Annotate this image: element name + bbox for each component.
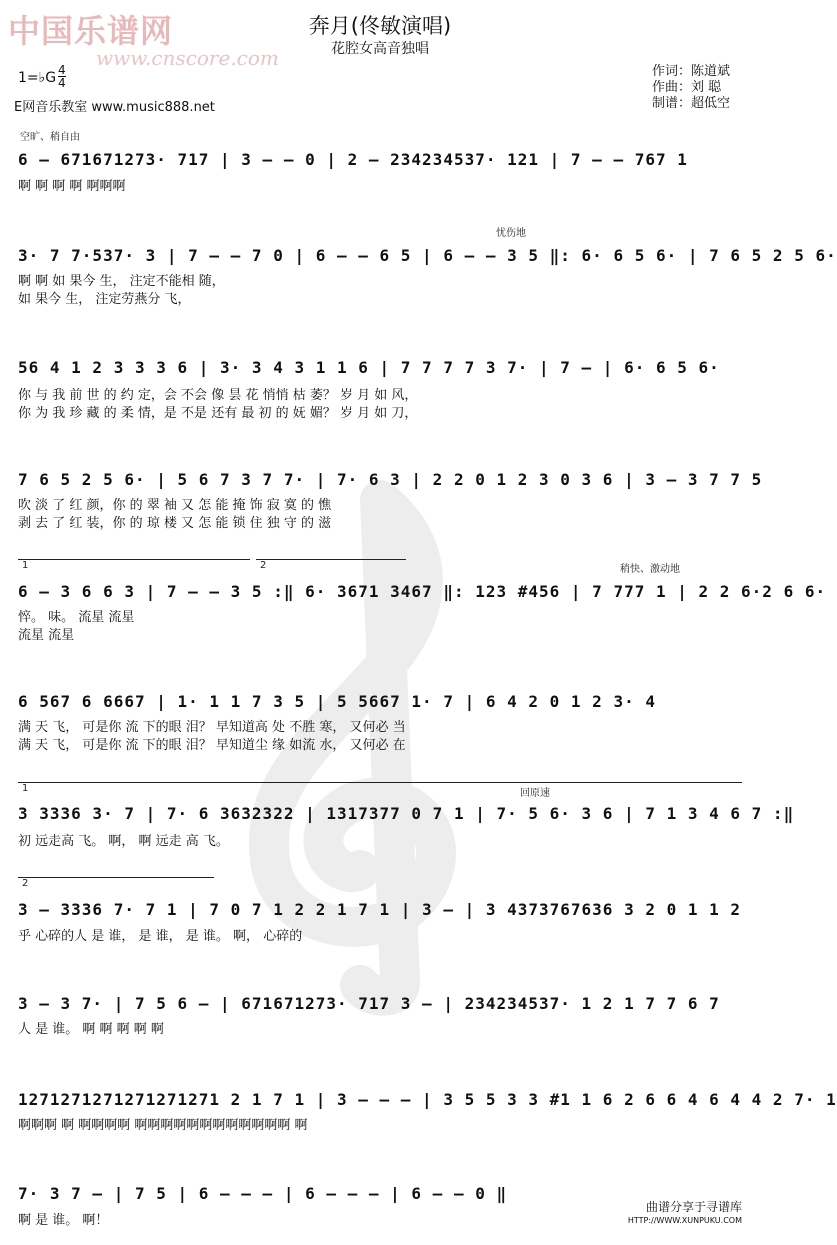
lyric-line: 啊 是 谁。 啊！ — [18, 1213, 109, 1228]
mood-marking: 忧伤地 — [496, 228, 526, 239]
credit-lyricist: 作词：陈道斌 — [652, 64, 731, 79]
lyric-line: 满 天 飞， 可是你 流 下的眼 泪？ 早知道尘 缘 如流 水， 又何必 在 — [18, 738, 406, 753]
tempo-marking: 空旷、稍自由 — [20, 132, 80, 143]
tempo-marking-3: 回原速 — [520, 788, 550, 799]
notation-line: 6 567 6 6667 | 1· 1 1 7 3 5 | 5 5667 1· 7 | 6 4 2 0 1 2 3· 4 — [18, 692, 656, 711]
notation-line: 56 4 1 2 3 3 3 6 | 3· 3 4 3 1 1 6 | 7 7 7 7 3 7· | 7 – | 6· 6 5 6· — [18, 358, 720, 377]
footer-site-name: 曲谱分享于寻谱库 — [645, 1200, 742, 1214]
notation-line: 6 – 671671273· 717 | 3 – – 0 | 2 – 234234537· 121 | 7 – – 767 1 — [18, 150, 688, 169]
lyric-line: 剥 去 了 红 装，你 的 琼 楼 又 怎 能 锁 住 独 守 的 滋 — [18, 516, 332, 531]
volta-4-label: 2 — [22, 878, 29, 889]
notation-line: 3 – 3 7· | 7 5 6 – | 671671273· 717 3 – | 234234537· 1 2 1 7 7 6 7 — [18, 994, 720, 1013]
time-signature-bottom: 4 — [58, 76, 66, 90]
lyric-line: 悴。 味。 流星 流星 — [18, 610, 135, 625]
source-school: E网音乐教室 www.music888.net — [14, 100, 215, 115]
notation-line: 6 – 3 6 6 3 | 7 – – 3 5 :‖ 6· 3671 3467 ‖: 123 #456 | 7 777 1 | 2 2 6·2 6 6· — [18, 582, 827, 601]
volta-3-label: 1 — [22, 783, 29, 794]
lyric-line: 吹 淡 了 红 颜，你 的 翠 袖 又 怎 能 掩 饰 寂 寞 的 憔 — [18, 498, 332, 513]
site-watermark-logo: 中国乐谱网 — [8, 12, 174, 50]
tempo-marking-2: 稍快、激动地 — [620, 564, 680, 575]
notation-line: 7 6 5 2 5 6· | 5 6 7 3 7 7· | 7· 6 3 | 2 2 0 1 2 3 0 3 6 | 3 – 3 7 7 5 — [18, 470, 763, 489]
credits — [652, 64, 730, 112]
key-signature: 1=♭G — [18, 70, 57, 86]
volta-1-bracket — [18, 559, 250, 560]
lyric-line: 你 与 我 前 世 的 约 定，会 不会 像 昙 花 悄悄 枯 萎？ 岁 月 如 风， — [18, 388, 418, 403]
lyric-line: 啊啊啊 啊 啊啊啊啊 啊啊啊啊啊啊啊啊啊啊啊啊 啊 — [18, 1118, 308, 1133]
footer-credit — [628, 1201, 742, 1227]
time-signature-top: 4 — [58, 63, 66, 77]
song-subtitle: 花腔女高音独唱 — [331, 41, 429, 57]
song-title: 奔月(佟敏演唱) — [308, 14, 452, 38]
footer-site-url: HTTP://WWW.XUNPUKU.COM — [627, 1216, 742, 1225]
notation-line: 7· 3 7 – | 7 5 | 6 – – – | 6 – – – | 6 – – 0 ‖ — [18, 1184, 508, 1203]
volta-2-label: 2 — [260, 560, 267, 571]
notation-line: 3· 7 7·537· 3 | 7 – – 7 0 | 6 – – 6 5 | 6 – – 3 5 ‖: 6· 6 5 6· | 7 6 5 2 5 6· — [18, 246, 837, 265]
site-watermark-url: www.cnscore.com — [96, 46, 279, 70]
time-signature — [58, 64, 66, 89]
lyric-line: 如 果今 生， 注定劳燕分 飞， — [18, 292, 191, 307]
credit-engraver: 制谱：超低空 — [652, 96, 731, 111]
lyric-line: 初 远走高 飞。 啊， 啊 远走 高 飞。 — [18, 834, 229, 849]
lyric-line: 人 是 谁。 啊 啊 啊 啊 啊 — [18, 1022, 164, 1037]
lyric-line: 乎 心碎的人 是 谁， 是 谁， 是 谁。 啊， 心碎的 — [18, 929, 303, 944]
notation-line: 3 – 3336 7· 7 1 | 7 0 7 1 2 2 1 7 1 | 3 – | 3 4373767636 3 2 0 1 1 2 — [18, 900, 742, 919]
lyric-line: 满 天 飞， 可是你 流 下的眼 泪？ 早知道高 处 不胜 寒， 又何必 当 — [18, 720, 406, 735]
volta-4-bracket — [18, 877, 214, 878]
notation-line: 3 3336 3· 7 | 7· 6 3632322 | 1317377 0 7 1 | 7· 5 6· 3 6 | 7 1 3 4 6 7 :‖ — [18, 804, 795, 823]
volta-3-bracket — [18, 782, 742, 783]
lyric-line: 啊 啊 啊 啊 啊啊啊 — [18, 179, 126, 194]
notation-line: 1271271271271271271 2 1 7 1 | 3 – – – | 3 5 5 3 3 #1 1 6 2 6 6 4 6 4 4 2 7· 1 — [18, 1090, 837, 1109]
lyric-line: 流星 流星 — [18, 628, 75, 643]
lyric-line: 你 为 我 珍 藏 的 柔 情，是 不是 还有 最 初 的 妩 媚？ 岁 月 如 刀， — [18, 406, 418, 421]
volta-2-bracket — [256, 559, 406, 560]
volta-1-label: 1 — [22, 560, 29, 571]
lyric-line: 啊 啊 如 果今 生， 注定不能相 随， — [18, 274, 225, 289]
credit-composer: 作曲：刘 聪 — [652, 80, 722, 95]
